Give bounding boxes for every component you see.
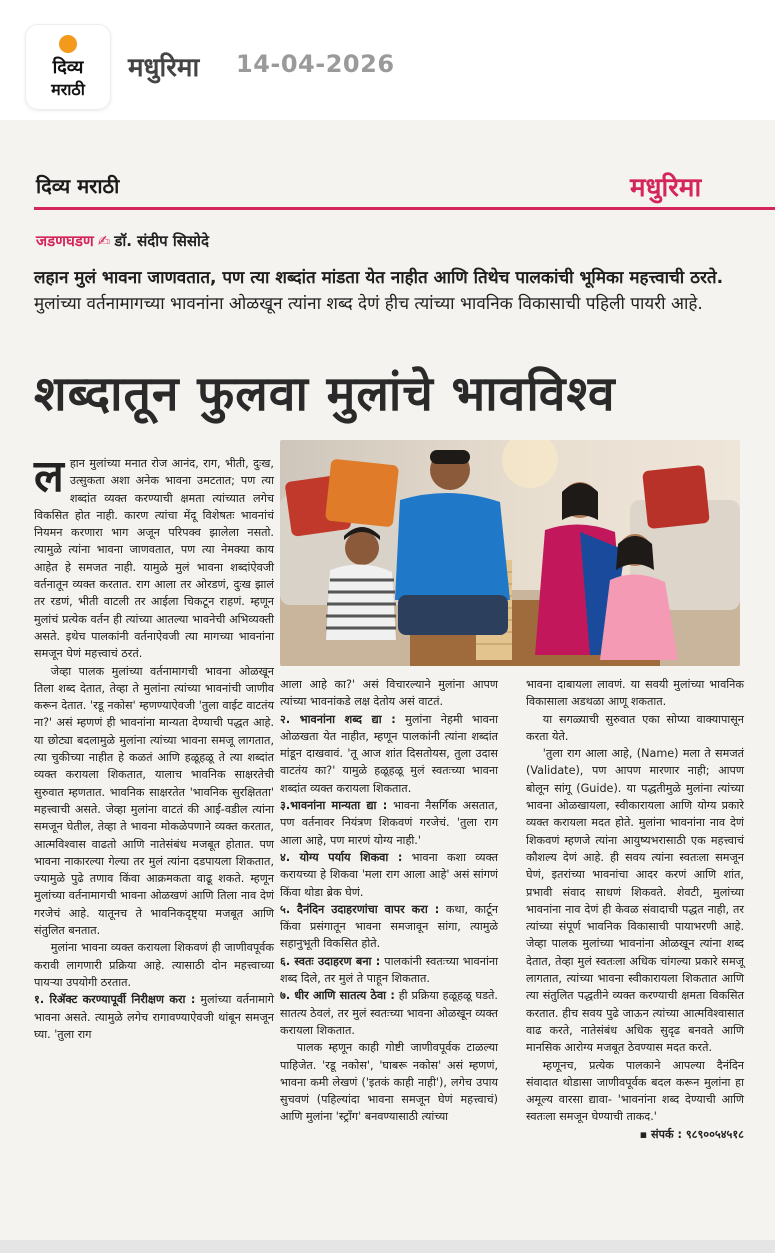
paragraph: भावना दाबायला लावणं. या सवयी मुलांच्या भावनिक विकासाला अडथळा आणू शकतात. xyxy=(526,678,744,709)
article-headline: शब्दातून फुलवा मुलांचे भावविश्व xyxy=(34,366,616,422)
divya-marathi-logo[interactable] xyxy=(26,25,110,109)
paragraph xyxy=(34,991,274,1043)
article-column-3 xyxy=(526,676,744,1143)
paragraph: पालक म्हणून काही गोष्टी जाणीवपूर्वक टाळल्या पाहिजेत. 'रडू नकोस', 'घाबरू नकोस' असं म्हणणं, भावना कमी लेखणं ('इतकं काही नाही'), लगेच उपाय सुचवणं (पहिल्यांदा भावना समजून घेणं महत्त्वाचं) आणि मुलांना 'स्ट्राँग' बनवण्यासाठी त्यांच्या xyxy=(280,1041,498,1124)
masthead-newspaper-name: दिव्य मराठी xyxy=(36,174,120,198)
point-heading: ६. स्वतः उदाहरण बना : xyxy=(280,954,381,968)
paragraph: 'तुला राग आला आहे, (Name) मला ते समजतं (Validate), पण आपण मारणार नाही; आपण बोलून सांगू (Guide). या पद्धतीमुळे मुलांना त्यांच्या भावना ओळखायला, स्वीकारायला आणि योग्य प्रकारे व्यक्त करायला मदत होते. मुलांना भावनांना नाव देणं शिकवणं म्हणजे त्यांना आयुष्यभरासाठी एक महत्त्वाचं कौशल्य देणं आहे. ही सवय त्यांना स्वतःला समजून घेणं, इतरांच्या भावनांचा आदर करणं आणि शांत, प्रभावी संवाद साधणं शिकवते. शेवटी, मुलांच्या भावनांना नाव देणं ही केवळ संवादाची पद्धत नाही, तर त्यांच्या संपूर्ण भावनिक विकासाची पायाभरणी आहे. जेव्हा पालक मुलांच्या भावनांना ओळखून त्यांना शब्द देतात, तेव्हा मुलं स्वतःला अधिक चांगल्या प्रकारे समजू लागतात, त्यांच्या भावना स्वीकारायला शिकतात आणि त्या संतुलित पद्धतीने व्यक्त करण्याची क्षमता विकसित करतात. हीच सवय पुढे जाऊन त्यांच्या आत्मविश्वासात वाढ करते, नातेसंबंध अधिक सुदृढ बनवते आणि मानसिक आरोग्य मजबूत ठेवण्यास मदत करते. xyxy=(526,747,744,1055)
masthead-supplement-name: मधुरिमा xyxy=(630,173,702,203)
paragraph xyxy=(280,849,498,901)
edition-date: 14-04-2026 xyxy=(236,50,395,78)
point-heading: ४. योग्य पर्याय शिकवा : xyxy=(280,850,403,864)
point-heading: १. रिॲक्ट करण्यापूर्वी निरीक्षण करा : xyxy=(34,993,196,1007)
paragraph-text: भावना कशा व्यक्त करायच्या हे शिकवा 'मला राग आला आहे' असं सांगणं किंवा थोडा ब्रेक घेणं. xyxy=(280,850,498,899)
paragraph-text: कथा, कार्टून किंवा प्रसंगातून भावना समजावून सांगा, त्यामुळे सहानुभूती विकसित होते. xyxy=(280,902,498,951)
paragraph xyxy=(280,987,498,1039)
paragraph-text: मुलांना नेहमी भावना ओळखता येत नाहीत, म्हणून पालकांनी त्यांना शब्दांत मांडून दाखवावं. 'तू आज शांत दिसतोयस, तुला उदास वाटतंय का?' यामुळे हळूहळू मुलं स्वतःच्या भावना शब्दांत व्यक्त करायला शिकतात. xyxy=(280,712,498,795)
article-photo xyxy=(280,440,740,666)
drop-cap: ल xyxy=(34,451,64,502)
masthead-divider xyxy=(34,207,775,210)
paragraph: आला आहे का?' असं विचारल्याने मुलांना आपण त्यांच्या भावनांकडे लक्ष देतोय असं वाटतं. xyxy=(280,678,498,709)
paragraph xyxy=(280,711,498,797)
paragraph xyxy=(34,451,274,663)
sun-icon xyxy=(59,35,77,53)
article-column-1 xyxy=(34,451,274,1043)
app-header xyxy=(0,0,775,120)
logo-text-line2: मराठी xyxy=(51,80,85,99)
author-name: डॉ. संदीप सिसोदे xyxy=(114,232,209,250)
paragraph-text: पालकांनी स्वतःच्या भावनांना शब्द दिले, तर मुलं ते पाहून शिकतात. xyxy=(280,954,498,986)
logo-text-line1: दिव्य xyxy=(52,57,84,78)
paragraph-text: हान मुलांच्या मनात रोज आनंद, राग, भीती, दुःख, उत्सुकता अशा अनेक भावना उमटतात; पण त्या शब्दांत व्यक्त करण्याची क्षमता त्यांच्यात लगेच विकसित होत नाही. कारण त्यांचा मेंदू विशेषतः भावनांचं नियमन करणारा भाग अजून परिपक्व झालेला नसतो. त्यामुळे त्यांना भावना जाणवतात, पण त्या नेमक्या काय आहेत हे समजत नाही. यामुळे मुलं भावना शब्दांऐवजी वर्तनातून व्यक्त करतात. राग आला तर ओरडणं, दुःख झालं तर रडणं, भीती वाटली तर आईला चिकटून राहणं. म्हणून मुलांचं प्रत्येक वर्तन ही त्यांच्या आतल्या भावनेची अभिव्यक्ती असते. इथेच पालकांनी वर्तनाऐवजी त्या मागच्या भावनांना समजून घेणं महत्त्वाचं ठरतं. xyxy=(34,457,274,661)
column-category: जडणघडण xyxy=(36,232,94,250)
paragraph xyxy=(280,901,498,953)
paragraph-text: मुलांच्या वर्तनामागे भावना असते. त्यामुळे लगेच रागावण्याऐवजी थांबून समजून घ्या. 'तुला राग xyxy=(34,993,274,1041)
article-column-2 xyxy=(280,676,498,1126)
pen-icon: ✍ xyxy=(97,232,111,250)
lead-text: मुलांच्या वर्तनामागच्या भावनांना ओळखून त्यांना शब्द देणं हीच त्यांच्या भावनिक विकासाची पहिली पायरी आहे. xyxy=(34,294,703,314)
bottom-scroll-strip xyxy=(0,1240,775,1253)
lead-bold: लहान मुलं भावना जाणवतात, पण त्या शब्दांत मांडता येत नाहीत आणि तिथेच पालकांची भूमिका महत्त्वाची ठरते. xyxy=(34,268,724,288)
paragraph: जेव्हा पालक मुलांच्या वर्तनामागची भावना ओळखून तिला शब्द देतात, तेव्हा ते मुलांना त्यांच्या भावनांची जाणीव करून देतात. 'रडू नकोस' म्हणण्याऐवजी 'तुला वाईट वाटतंय ना?' असं म्हणणं ही भावनांना मान्यता देण्याची पद्धत आहे. या छोट्या बदलामुळे मुलांना त्यांच्या भावना समजू लागतात, त्या चुकीच्या नाहीत हे कळतं आणि हळूहळू ते त्या शब्दांत व्यक्त करायला शिकतात, यालाच भावनिक साक्षरतेची सुरुवात म्हणतात. भावनिक साक्षरतेत 'भावनिक सुरक्षितता' महत्त्वाची असते. जेव्हा मुलांना वाटतं की आई-वडील त्यांना समजून घेतील, तेव्हा ते भावना मोकळेपणाने व्यक्त करतात, आत्मविश्वास वाढतो आणि नातेसंबंध मजबूत होतात. पण भावना नाकारल्या गेल्या तर मुलं त्यांना दडपायला शिकतात, ज्यामुळे पुढे तणाव किंवा आक्रमकता वाढू शकते. म्हणून मुलांच्या वर्तनामागची भावना ओळखणं आणि तिला नाव देणं गरजेचं आहे. यातूनच ते भावनिकदृष्ट्या मजबूत आणि संतुलित बनतात. xyxy=(34,664,274,938)
point-heading: ७. धीर आणि सातत्य ठेवा : xyxy=(280,989,395,1003)
author-contact: ▪ संपर्क : ९८९००५४५१८ xyxy=(639,1127,744,1141)
paragraph: म्हणूनच, प्रत्येक पालकाने आपल्या दैनंदिन संवादात थोडासा जाणीवपूर्वक बदल करून मुलांना हा अमूल्य वारसा द्यावा- 'भावनांना शब्द देण्याची आणि स्वतःला समजून घेण्याची ताकद.' xyxy=(526,1058,744,1124)
point-heading: २. भावनांना शब्द द्या : xyxy=(280,712,396,726)
paragraph-text: भावना नैसर्गिक असतात, पण वर्तनावर नियंत्रण शिकवणं गरजेचं. 'तुला राग आला आहे, पण मारणं योग्य नाही.' xyxy=(280,799,498,847)
paragraph xyxy=(280,953,498,988)
article-lead xyxy=(34,265,744,317)
point-heading: ५. दैनंदिन उदाहरणांचा वापर करा : xyxy=(280,902,440,916)
supplement-title: मधुरिमा xyxy=(128,53,200,83)
paragraph-text: ही प्रक्रिया हळूहळू घडते. सातत्य ठेवलं, तर मुलं स्वतःच्या भावना ओळखून व्यक्त करायला शिकतात. xyxy=(280,989,498,1037)
paragraph xyxy=(280,797,498,849)
paragraph: या सगळ्याची सुरुवात एका सोप्या वाक्यापासून करता येते. xyxy=(526,712,744,743)
byline xyxy=(36,231,209,251)
point-heading: ३.भावनांना मान्यता द्या : xyxy=(280,799,388,813)
paragraph: मुलांना भावना व्यक्त करायला शिकवणं ही जाणीवपूर्वक करावी लागणारी प्रक्रिया आहे. त्यासाठी दोन महत्त्वाच्या पायऱ्या उपयोगी ठरतात. xyxy=(34,941,274,989)
